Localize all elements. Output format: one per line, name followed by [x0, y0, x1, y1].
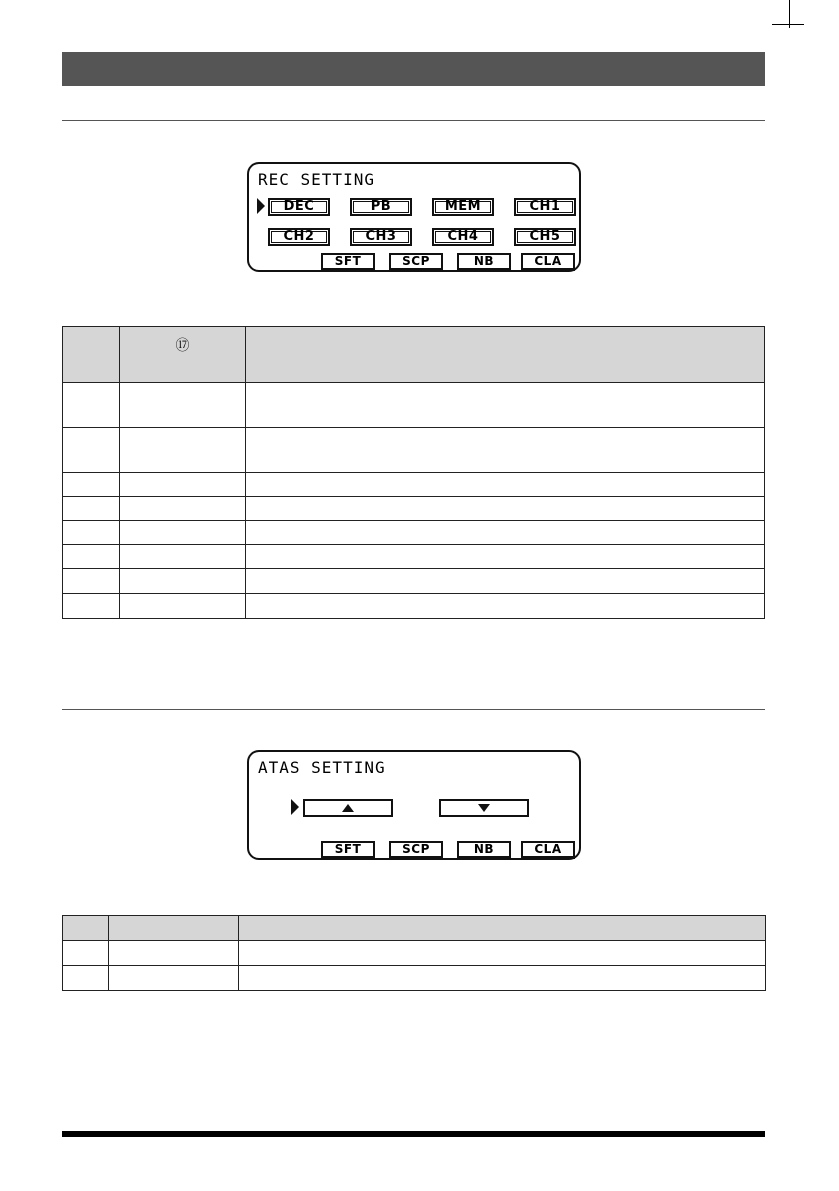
- table-row: [63, 569, 765, 594]
- pb-key[interactable]: PB: [350, 198, 412, 216]
- section-header-bar: [62, 52, 765, 86]
- table-row: [63, 383, 765, 428]
- section-rule-rec: [62, 120, 765, 121]
- atas-down-key[interactable]: [439, 799, 529, 817]
- table-row: [63, 521, 765, 545]
- down-arrow-icon: [478, 804, 490, 812]
- table-header-row: [63, 327, 765, 383]
- section-rule-atas: [62, 709, 765, 710]
- header-mark: ⑰: [120, 327, 246, 383]
- rec-setting-display: [247, 162, 581, 272]
- crop-mark-vertical: [789, 0, 790, 28]
- footer-bar: [62, 1131, 765, 1137]
- cla-softkey[interactable]: CLA: [521, 253, 575, 271]
- nb-softkey[interactable]: NB: [457, 253, 511, 271]
- cla-softkey[interactable]: CLA: [521, 841, 575, 859]
- ch2-key[interactable]: CH2: [268, 228, 330, 246]
- nb-softkey[interactable]: NB: [457, 841, 511, 859]
- table-header-row: [63, 916, 766, 941]
- sft-softkey[interactable]: SFT: [321, 841, 375, 859]
- dec-key[interactable]: DEC: [268, 198, 330, 216]
- table-row: [63, 428, 765, 473]
- table-row: [63, 594, 765, 619]
- table-row: [63, 473, 765, 497]
- cursor-arrow-icon: [291, 799, 299, 815]
- scp-softkey[interactable]: SCP: [389, 253, 443, 271]
- table-row: [63, 966, 766, 991]
- atas-up-key[interactable]: [303, 799, 393, 817]
- table-row: [63, 941, 766, 966]
- header-cell: [63, 327, 120, 383]
- table-row: [63, 497, 765, 521]
- atas-setting-display: [247, 750, 581, 860]
- scp-softkey[interactable]: SCP: [389, 841, 443, 859]
- atas-setting-title: ATAS SETTING: [258, 758, 386, 777]
- cursor-arrow-icon: [257, 198, 265, 214]
- sft-softkey[interactable]: SFT: [321, 253, 375, 271]
- rec-setting-table: [62, 326, 765, 619]
- ch5-key[interactable]: CH5: [514, 228, 576, 246]
- ch1-key[interactable]: CH1: [514, 198, 576, 216]
- ch3-key[interactable]: CH3: [350, 228, 412, 246]
- mem-key[interactable]: MEM: [432, 198, 494, 216]
- ch4-key[interactable]: CH4: [432, 228, 494, 246]
- up-arrow-icon: [342, 804, 354, 812]
- atas-setting-table: [62, 915, 766, 991]
- crop-mark-horizontal: [772, 24, 804, 25]
- rec-setting-title: REC SETTING: [258, 170, 375, 189]
- header-cell: [246, 327, 765, 383]
- table-row: [63, 545, 765, 569]
